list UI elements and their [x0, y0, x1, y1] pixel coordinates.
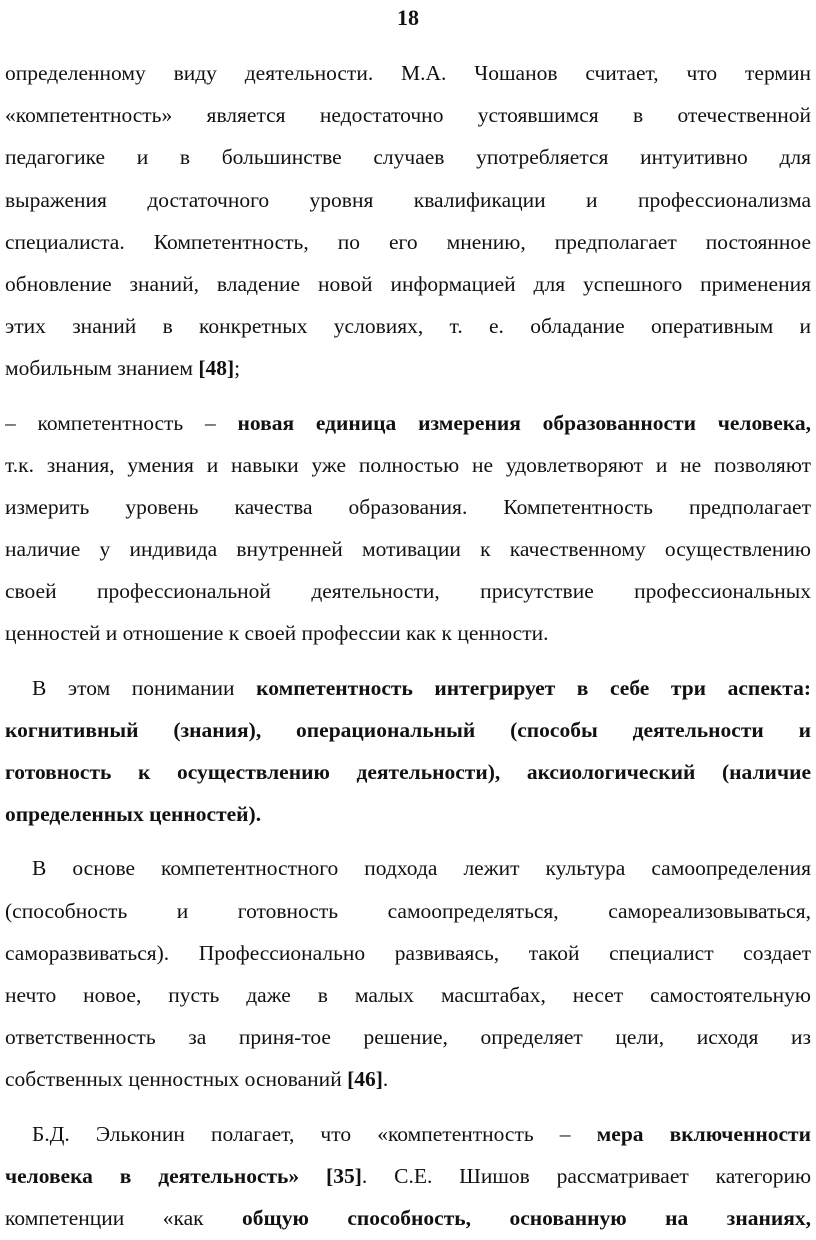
paragraph-1	[5, 52, 811, 390]
text-line	[5, 1113, 811, 1155]
text-line	[5, 1155, 811, 1197]
bold-text: мера включенности	[596, 1121, 811, 1146]
citation-ref: [48]	[198, 356, 235, 381]
text-line: определенному виду деятельности. М.А. Чошанов считает, что термин	[5, 61, 811, 85]
text-line: наличие у индивида внутренней мотивации к качественному осуществлению	[5, 537, 811, 562]
page-number: 18	[397, 5, 419, 30]
text-line	[5, 402, 811, 444]
paragraph-4	[5, 847, 811, 1100]
paragraph-2	[5, 402, 811, 655]
text-span: компетенции «как	[5, 1205, 243, 1230]
text-span: мобильным знанием	[5, 356, 199, 381]
bold-text: новая единица измерения образованности человека,	[237, 410, 811, 435]
citation-ref: [46]	[347, 1067, 383, 1092]
text-line	[5, 793, 811, 835]
citation-ref: [35]	[299, 1163, 362, 1188]
text-line: специалиста. Компетентность, по его мнению, предполагает постоянное	[5, 229, 811, 254]
page-body	[5, 52, 811, 1239]
text-line: своей профессиональной деятельности, присутствие профессиональных	[5, 579, 811, 604]
paragraph-5	[5, 1113, 811, 1240]
text-line	[5, 751, 811, 793]
text-span: – компетентность –	[5, 410, 238, 435]
bold-text: готовность к осуществлению деятельности), аксиологический (наличие	[5, 760, 811, 784]
text-line: измерить уровень качества образования. Компетентность предполагает	[5, 494, 811, 519]
text-line: (способность и готовность самоопределяться, самореализовываться,	[5, 898, 811, 923]
text-line	[5, 709, 811, 751]
text-line: т.к. знания, умения и навыки уже полностью не удовлетворяют и не позволяют	[5, 452, 811, 477]
text-span: ;	[234, 356, 241, 381]
text-span: Б.Д. Эльконин полагает, что «компетентность –	[32, 1121, 597, 1146]
paragraph-3	[5, 667, 811, 836]
text-line: обновление знаний, владение новой информацией для успешного применения	[5, 271, 811, 296]
text-line: ответственность за приня-тое решение, определяет цели, исходя из	[5, 1025, 811, 1050]
text-line: педагогике и в большинстве случаев употребляется интуитивно для	[5, 145, 811, 170]
text-line: В основе компетентностного подхода лежит культура самоопределения	[32, 856, 811, 881]
bold-text: компетентность интегрирует в себе три аспекта:	[256, 675, 811, 700]
text-span: . С.Е. Шишов рассматривает категорию	[361, 1163, 811, 1188]
text-span: В этом понимании	[32, 675, 257, 700]
text-line: «компетентность» является недостаточно устоявшимся в отечественной	[5, 103, 811, 128]
text-line: нечто новое, пусть даже в малых масштабах, несет самостоятельную	[5, 982, 811, 1007]
bold-text: определенных ценностей).	[5, 802, 262, 827]
text-line: этих знаний в конкретных условиях, т. е. обладание оперативным и	[5, 314, 811, 339]
text-line	[5, 667, 811, 709]
text-span: собственных ценностных оснований	[5, 1067, 348, 1092]
text-line: ценностей и отношение к своей профессии как к ценности.	[5, 621, 549, 646]
text-line	[5, 1058, 811, 1100]
bold-text: человека в деятельность»	[5, 1163, 300, 1188]
text-span: .	[382, 1067, 389, 1092]
text-line: выражения достаточного уровня квалификации и профессионализма	[5, 187, 811, 212]
text-line: саморазвиваться). Профессионально развиваясь, такой специалист создает	[5, 940, 811, 965]
text-line	[5, 347, 811, 389]
bold-text: общую способность, основанную на знаниях,	[242, 1205, 811, 1230]
bold-text: когнитивный (знания), операциональный (способы деятельности и	[5, 717, 811, 742]
text-line	[5, 1197, 811, 1239]
